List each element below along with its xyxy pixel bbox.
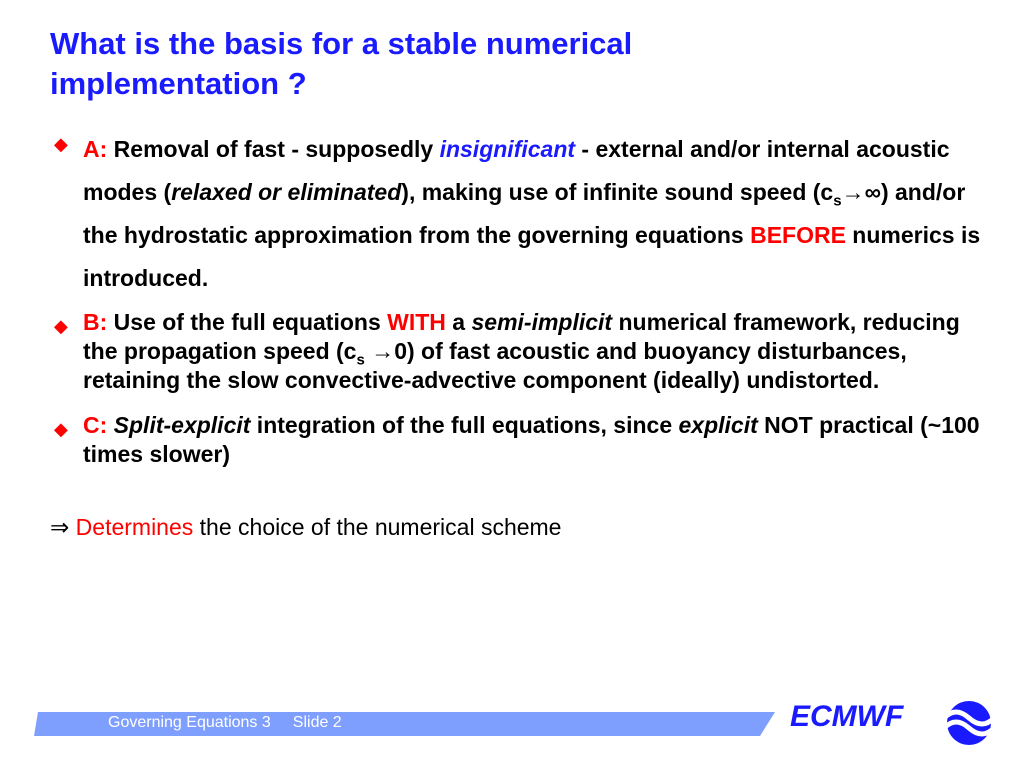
bullet-a-text-6: →∞) and/or the hydrostatic approximation from the governing equations bbox=[83, 179, 966, 248]
bullet-c-text-5: NOT practical (~100 times slower) bbox=[83, 412, 980, 467]
bullet-a-label: A: bbox=[83, 136, 108, 162]
bullet-a-text-1: Removal of fast - supposedly bbox=[107, 136, 440, 162]
bullet-c-text-3: integration of the full equations, since bbox=[250, 412, 679, 438]
bullet-a-text-5: ), making use of infinite sound speed (c bbox=[401, 179, 834, 205]
footer-course: Governing Equations 3 bbox=[108, 714, 271, 731]
bullet-a bbox=[50, 128, 1000, 300]
bullet-list bbox=[50, 128, 1000, 485]
bullet-a-before: BEFORE bbox=[750, 222, 846, 248]
bullet-c bbox=[50, 411, 1000, 469]
bullet-a-relaxed: relaxed or eliminated bbox=[171, 179, 402, 205]
ecmwf-logo-icon bbox=[938, 700, 1000, 746]
bullet-b-text-6: →0) of fast acoustic and buoyancy disturbances, retaining the slow convective-advective component (ideally) undistorted. bbox=[83, 338, 907, 393]
conclusion-text: the choice of the numerical scheme bbox=[193, 514, 562, 540]
bullet-a-text-8: numerics is introduced. bbox=[83, 222, 981, 291]
footer-caption bbox=[108, 714, 342, 732]
slide-title-line-1: What is the basis for a stable numerical bbox=[50, 26, 633, 61]
bullet-b-text-3: a bbox=[445, 309, 472, 335]
bullet-c-split-explicit: Split-explicit bbox=[113, 412, 251, 438]
diamond-bullet-icon: ◆ bbox=[54, 316, 68, 336]
bullet-b-semi-implicit: semi-implicit bbox=[471, 309, 613, 335]
bullet-b-with: WITH bbox=[387, 309, 446, 335]
bullet-c-label: C: bbox=[83, 412, 108, 438]
bullet-b-text-1: Use of the full equations bbox=[107, 309, 388, 335]
diamond-bullet-icon: ◆ bbox=[54, 134, 68, 154]
bullet-b-subscript: s bbox=[356, 351, 365, 369]
bullet-b-text-5: numerical framework, reducing the propagation speed (c bbox=[83, 309, 960, 364]
bullet-c-explicit: explicit bbox=[678, 412, 758, 438]
slide-title bbox=[50, 24, 990, 104]
bullet-a-insignificant: insignificant bbox=[439, 136, 576, 162]
conclusion-highlight: Determines bbox=[75, 514, 194, 540]
bullet-a-text-3: - external and/or internal acoustic modes ( bbox=[83, 136, 950, 205]
bullet-b-label: B: bbox=[83, 309, 108, 335]
bullet-a-subscript: s bbox=[833, 192, 842, 210]
bullet-b bbox=[50, 308, 1000, 395]
ecmwf-logo-text: ECMWF bbox=[790, 700, 904, 733]
footer-slide-number: Slide 2 bbox=[292, 714, 342, 731]
conclusion-line bbox=[50, 512, 561, 542]
implies-arrow-icon: ⇒ bbox=[50, 514, 70, 540]
slide-title-line-2: implementation ? bbox=[50, 66, 307, 101]
diamond-bullet-icon: ◆ bbox=[54, 419, 68, 439]
